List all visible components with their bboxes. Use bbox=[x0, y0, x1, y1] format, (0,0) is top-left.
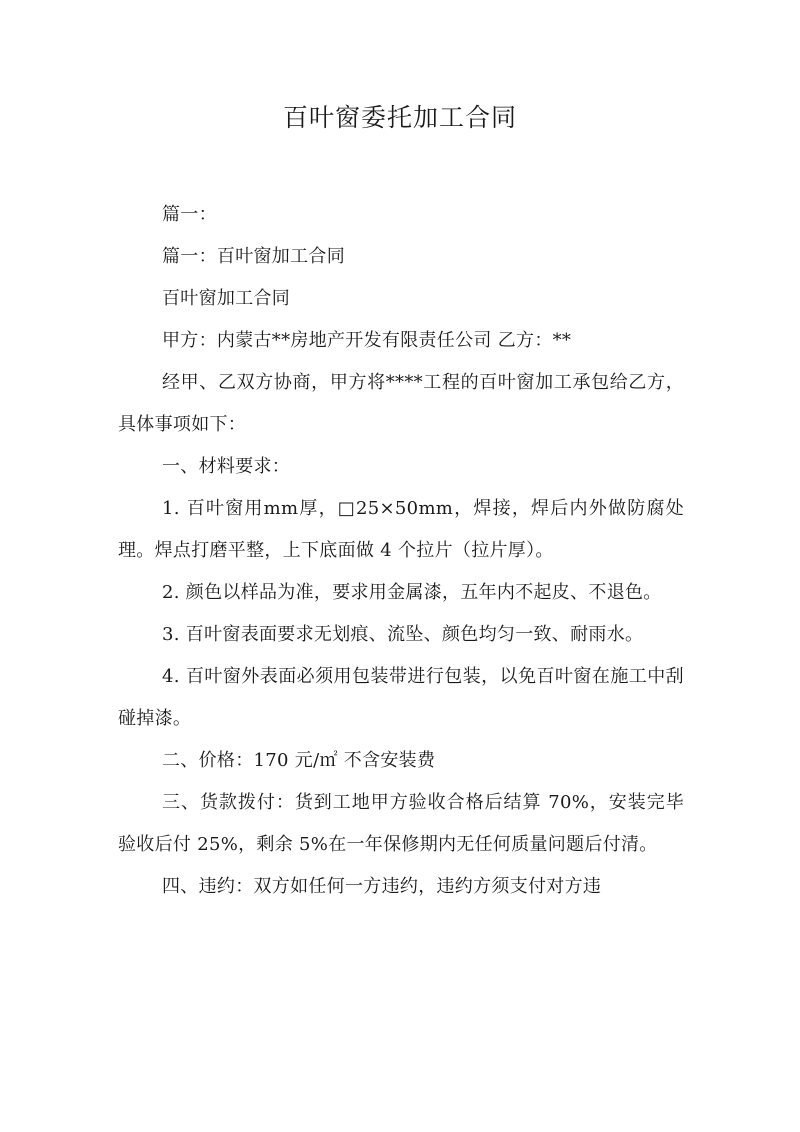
paragraph-contract-name: 百叶窗加工合同 bbox=[162, 288, 291, 309]
paragraph-material-item-3: 3. 百叶窗表面要求无划痕、流坠、颜色均匀一致、耐雨水。 bbox=[162, 624, 644, 645]
paragraph-section-subtitle: 篇一：百叶窗加工合同 bbox=[162, 246, 345, 267]
paragraph-parties: 甲方：内蒙古**房地产开发有限责任公司 乙方：** bbox=[162, 330, 572, 351]
paragraph-price: 二、价格：170 元/㎡ 不含安装费 bbox=[162, 750, 436, 771]
document-title: 百叶窗委托加工合同 bbox=[282, 103, 517, 132]
paragraph-intro: 经甲、乙双方协商，甲方将****工程的百叶窗加工承包给乙方，具体事项如下： bbox=[118, 372, 684, 435]
paragraph-section-heading: 篇一： bbox=[162, 204, 217, 225]
paragraph-material-heading: 一、材料要求： bbox=[162, 456, 291, 477]
paragraph-payment: 三、货款拨付：货到工地甲方验收合格后结算 70%，安装完毕验收后付 25%，剩余 5%在一年保修期内无任何质量问题后付清。 bbox=[118, 792, 684, 855]
document-body bbox=[118, 194, 684, 908]
paragraph-material-item-2: 2. 颜色以样品为准，要求用金属漆，五年内不起皮、不退色。 bbox=[162, 582, 662, 603]
paragraph-breach: 四、违约：双方如任何一方违约，违约方须支付对方违 bbox=[162, 876, 602, 897]
paragraph-material-item-4: 4. 百叶窗外表面必须用包装带进行包装，以免百叶窗在施工中刮碰掉漆。 bbox=[118, 666, 684, 729]
paragraph-material-item-1: 1. 百叶窗用mm厚，□25×50mm，焊接，焊后内外做防腐处理。焊点打磨平整，上下底面做 4 个拉片（拉片厚）。 bbox=[118, 498, 684, 561]
